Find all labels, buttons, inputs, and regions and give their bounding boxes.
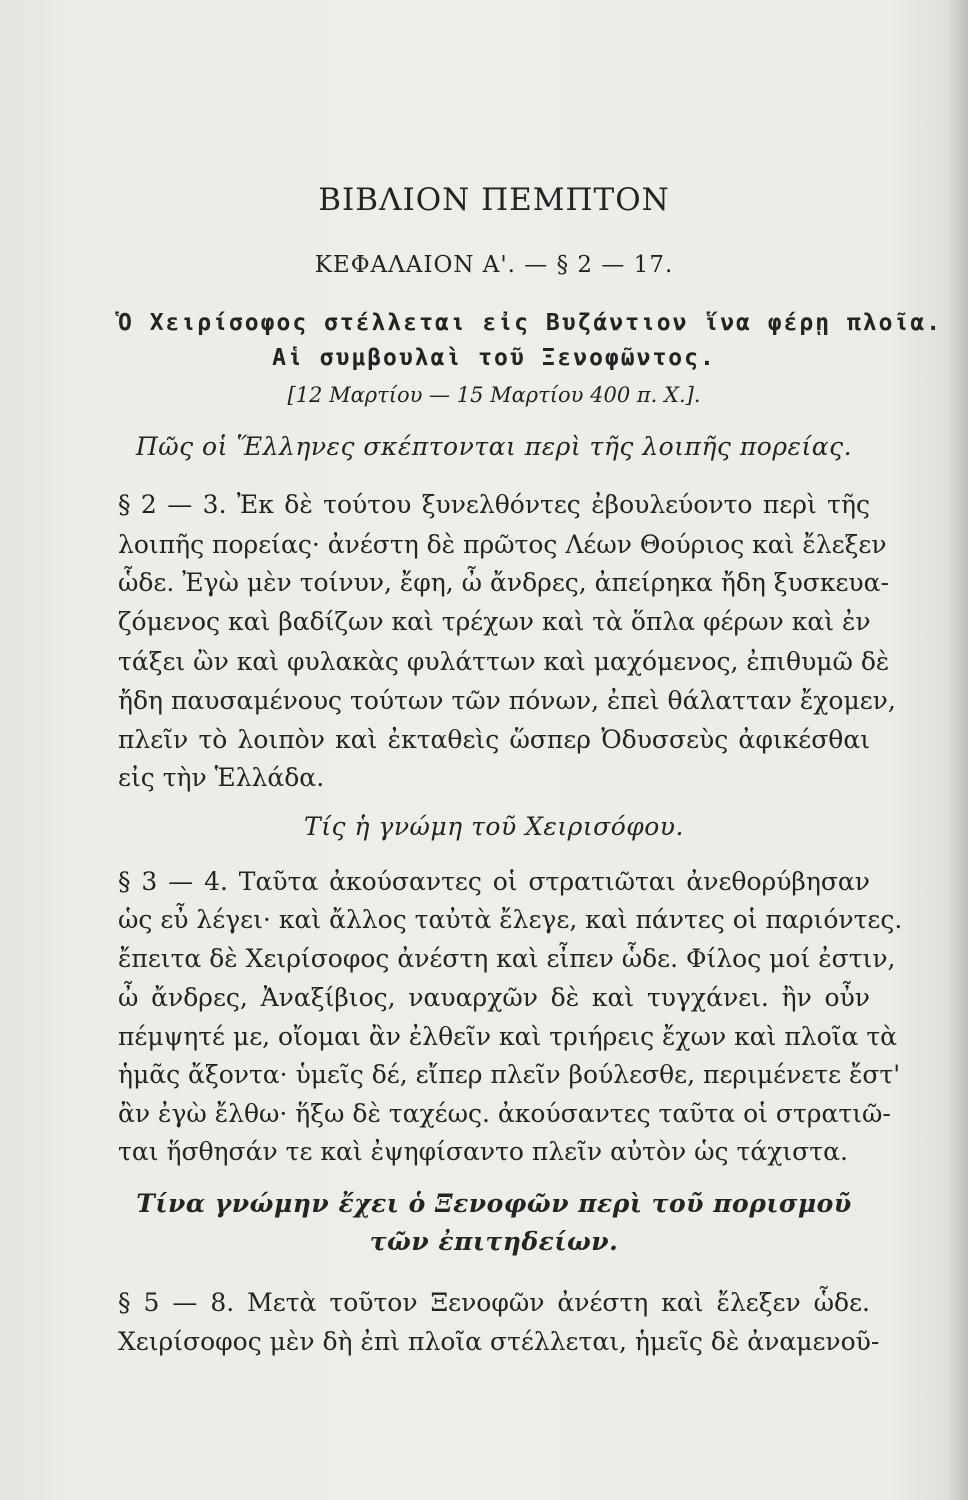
paragraph-2-line-6: ἡμᾶς ἄξοντα· ὑμεῖς δέ, εἴπερ πλεῖν βούλεσθε, περιμένετε ἔστ' xyxy=(118,1060,901,1089)
paragraph-2-line-3: ἔπειτα δὲ Χειρίσοφος ἀνέστη καὶ εἶπεν ὧδε. Φίλος μοί ἐστιν, xyxy=(118,944,896,973)
paragraph-2-line-1: § 3 — 4. Ταῦτα ἀκούσαντες οἱ στρατιῶται ἀνεθορύβησαν xyxy=(118,867,870,896)
paragraph-1-line-4: ζόμενος καὶ βαδίζων καὶ τρέχων καὶ τὰ ὅπλα φέρων καὶ ἐν xyxy=(118,607,871,636)
paragraph-1-line-2: λοιπῆς πορείας· ἀνέστη δὲ πρῶτος Λέων Θούριος καὶ ἔλεξεν xyxy=(118,530,887,559)
paragraph-3-line-2: Χειρίσοφος μὲν δὴ ἐπὶ πλοῖα στέλλεται, ἡμεῖς δὲ ἀναμενοῦ- xyxy=(118,1327,880,1356)
section-heading-2: Τίς ἡ γνώμη τοῦ Χειρισόφου. xyxy=(304,812,684,841)
section-heading-3-line-1: Τίνα γνώμην ἔχει ὁ Ξενοφῶν περὶ τοῦ πορισμοῦ xyxy=(136,1189,852,1218)
paragraph-2-line-4: ὦ ἄνδρες, Ἀναξίβιος, ναυαρχῶν δὲ καὶ τυγχάνει. ἢν οὖν xyxy=(118,983,870,1012)
paragraph-1-line-7: πλεῖν τὸ λοιπὸν καὶ ἐκταθεὶς ὥσπερ Ὀδυσσεὺς ἀφικέσθαι xyxy=(118,725,870,754)
paragraph-1-line-6: ἤδη παυσαμένους τούτων τῶν πόνων, ἐπεὶ θάλατταν ἔχομεν, xyxy=(118,686,896,715)
section-heading-3-line-2: τῶν ἐπιτηδείων. xyxy=(369,1227,619,1256)
book-title: ΒΙΒΛΙΟΝ ΠΕΜΠΤΟΝ xyxy=(318,182,670,218)
paragraph-1-line-8: εἰς τὴν Ἑλλάδα. xyxy=(118,763,325,792)
paragraph-1-line-3: ὧδε. Ἐγὼ μὲν τοίνυν, ἔφη, ὦ ἄνδρες, ἀπείρηκα ἤδη ξυσκευα- xyxy=(118,568,889,597)
paragraph-1-line-5: τάξει ὢν καὶ φυλακὰς φυλάττων καὶ μαχόμενος, ἐπιθυμῶ δὲ xyxy=(118,647,890,676)
chapter-line: ΚΕΦΑΛΑΙΟΝ Α'. — § 2 — 17. xyxy=(314,252,674,278)
chapter-summary-line-2: Αἱ συμβουλαὶ τοῦ Ξενοφῶντος. xyxy=(272,345,716,371)
chapter-summary-line-1: Ὁ Χειρίσοφος στέλλεται εἰς Βυζάντιον ἵνα φέρῃ πλοῖα. xyxy=(118,310,943,336)
paragraph-2-line-2: ὡς εὖ λέγει· καὶ ἄλλος ταὐτὰ ἔλεγε, καὶ πάντες οἱ παριόντες. xyxy=(118,905,903,934)
paragraph-2-line-5: πέμψητέ με, οἴομαι ἂν ἐλθεῖν καὶ τριήρεις ἔχων καὶ πλοῖα τὰ xyxy=(118,1022,898,1051)
paragraph-2-line-7: ἂν ἐγὼ ἔλθω· ἥξω δὲ ταχέως. ἀκούσαντες ταῦτα οἱ στρατιῶ- xyxy=(118,1099,891,1128)
date-line: [12 Μαρτίου — 15 Μαρτίου 400 π. Χ.]. xyxy=(287,383,701,407)
paragraph-3-line-1: § 5 — 8. Μετὰ τοῦτον Ξενοφῶν ἀνέστη καὶ ἔλεξεν ὧδε. xyxy=(118,1288,870,1317)
paragraph-1-line-1: § 2 — 3. Ἐκ δὲ τούτου ξυνελθόντες ἐβουλεύοντο περὶ τῆς xyxy=(118,490,870,519)
paragraph-2-line-8: ται ἥσθησάν τε καὶ ἐψηφίσαντο πλεῖν αὐτὸν ὡς τάχιστα. xyxy=(118,1137,848,1166)
page-edge-shadow xyxy=(946,0,968,1500)
section-heading-1: Πῶς οἱ Ἕλληνες σκέπτονται περὶ τῆς λοιπῆς πορείας. xyxy=(135,432,853,461)
